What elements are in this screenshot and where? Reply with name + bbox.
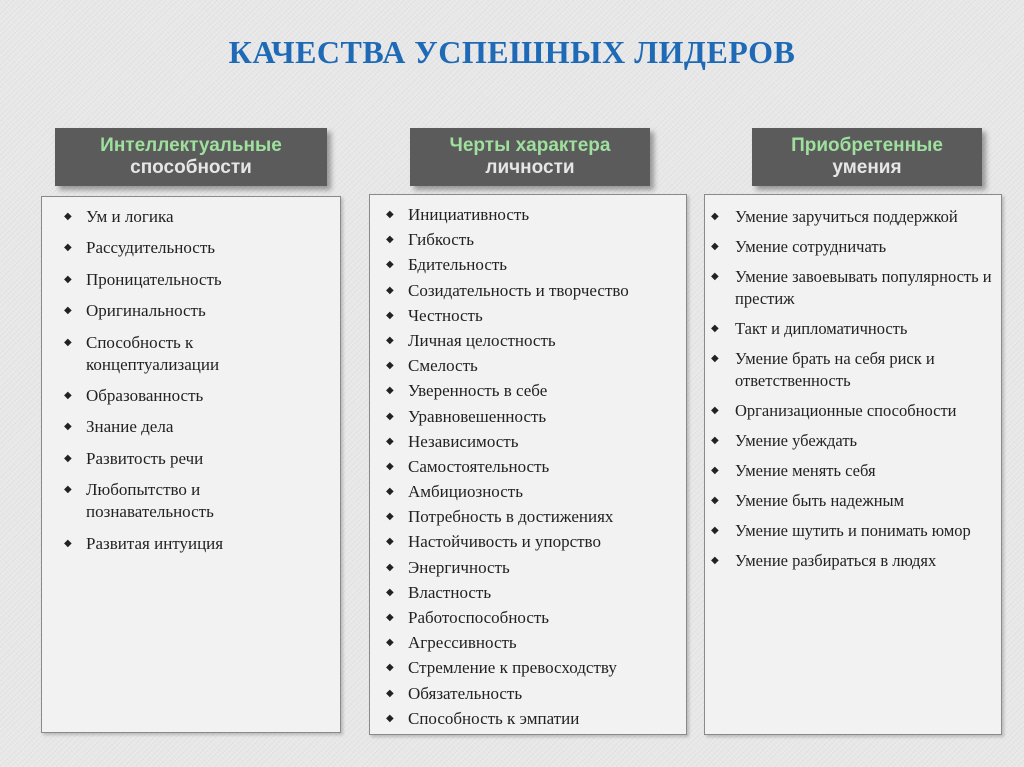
bullet-diamond-icon: ◆ <box>386 486 394 498</box>
list-item <box>711 318 993 340</box>
list-item-text: Такт и дипломатичность <box>735 319 908 338</box>
list-item-text: Организационные способности <box>735 401 957 420</box>
list-item <box>386 683 680 705</box>
bullet-diamond-icon: ◆ <box>711 271 719 282</box>
bullet-diamond-icon: ◆ <box>64 389 72 401</box>
bullet-diamond-icon: ◆ <box>711 435 719 446</box>
bullet-diamond-icon: ◆ <box>711 241 719 252</box>
bullet-diamond-icon: ◆ <box>386 712 394 724</box>
bullet-diamond-icon: ◆ <box>386 561 394 573</box>
list-item <box>386 380 680 402</box>
bullet-diamond-icon: ◆ <box>386 234 394 246</box>
bullet-diamond-icon: ◆ <box>64 273 72 285</box>
list-character <box>386 204 680 730</box>
bullet-diamond-icon: ◆ <box>711 211 719 222</box>
list-item-text: Смелость <box>408 356 478 376</box>
list-item <box>386 204 680 226</box>
list-item-text: Честность <box>408 305 483 325</box>
list-item <box>64 416 330 438</box>
list-item-text: Обязательность <box>408 683 523 703</box>
bullet-diamond-icon: ◆ <box>64 211 72 222</box>
bullet-diamond-icon: ◆ <box>711 353 719 364</box>
page-title: КАЧЕСТВА УСПЕШНЫХ ЛИДЕРОВ <box>228 34 796 70</box>
list-item <box>711 520 993 542</box>
list-item-text: Развитость речи <box>86 448 204 468</box>
list-item <box>711 348 993 392</box>
bullet-diamond-icon: ◆ <box>386 460 394 472</box>
list-item-text: Уравновешенность <box>408 406 547 426</box>
bullet-diamond-icon: ◆ <box>64 484 72 496</box>
bullet-diamond-icon: ◆ <box>386 586 394 598</box>
bullet-diamond-icon: ◆ <box>386 360 394 372</box>
list-item-text: Развитая интуиция <box>86 533 224 553</box>
list-item <box>64 300 330 322</box>
list-item-text: Независимость <box>408 431 519 451</box>
bullet-diamond-icon: ◆ <box>64 305 72 317</box>
list-item <box>386 632 680 654</box>
list-item-text: Умение шутить и понимать юмор <box>735 521 971 540</box>
list-item <box>64 533 330 555</box>
list-item-text: Способность к концептуализации <box>86 332 220 374</box>
list-item <box>64 385 330 407</box>
list-item <box>386 531 680 553</box>
list-item <box>386 506 680 528</box>
header-line1: Интеллектуальные <box>100 135 282 156</box>
list-item <box>386 481 680 503</box>
bullet-diamond-icon: ◆ <box>386 284 394 296</box>
list-item-text: Созидательность и творчество <box>408 280 629 300</box>
list-item <box>711 236 993 258</box>
bullet-diamond-icon: ◆ <box>64 452 72 464</box>
list-item <box>711 460 993 482</box>
list-item-text: Умение менять себя <box>735 461 876 480</box>
header-intellectual <box>55 128 327 186</box>
bullet-diamond-icon: ◆ <box>386 309 394 321</box>
list-item <box>386 254 680 276</box>
list-item-text: Уверенность в себе <box>408 381 548 401</box>
list-item-text: Личная целостность <box>408 330 556 350</box>
list-item <box>386 557 680 579</box>
list-item <box>711 266 993 310</box>
bullet-diamond-icon: ◆ <box>386 687 394 699</box>
header-line2: способности <box>130 157 252 178</box>
list-item <box>64 206 330 228</box>
list-item <box>386 330 680 352</box>
bullet-diamond-icon: ◆ <box>386 637 394 649</box>
header-line2: личности <box>485 157 575 178</box>
header-line1: Приобретенные <box>791 135 943 156</box>
bullet-diamond-icon: ◆ <box>64 242 72 254</box>
bullet-diamond-icon: ◆ <box>386 334 394 346</box>
list-item <box>386 406 680 428</box>
list-item-text: Энергичность <box>408 557 510 577</box>
bullet-diamond-icon: ◆ <box>386 435 394 447</box>
header-line1: Черты характера <box>449 135 611 156</box>
bullet-diamond-icon: ◆ <box>386 612 394 623</box>
list-item-text: Образованность <box>86 385 204 405</box>
list-item <box>386 708 680 730</box>
list-box-skills <box>704 194 1002 735</box>
list-item-text: Умение убеждать <box>735 431 858 450</box>
list-item-text: Умение сотрудничать <box>735 237 887 256</box>
list-skills <box>711 206 993 572</box>
list-item <box>386 607 680 629</box>
bullet-diamond-icon: ◆ <box>64 336 72 348</box>
list-item-text: Рассудительность <box>86 238 216 258</box>
list-item-text: Умение завоевывать популярность и престиж <box>735 267 992 308</box>
list-item-text: Самостоятельность <box>408 456 550 476</box>
list-item-text: Работоспособность <box>408 608 550 627</box>
list-item-text: Агрессивность <box>408 633 517 653</box>
list-item-text: Знание дела <box>86 417 174 437</box>
list-item <box>64 479 330 523</box>
list-item <box>711 490 993 512</box>
bullet-diamond-icon: ◆ <box>711 525 719 536</box>
list-item <box>386 280 680 302</box>
list-item-text: Амбициозность <box>408 482 523 502</box>
list-item <box>64 237 330 259</box>
list-item <box>386 355 680 377</box>
list-item <box>711 206 993 228</box>
bullet-diamond-icon: ◆ <box>711 465 719 476</box>
list-item-text: Инициативность <box>408 205 530 224</box>
bullet-diamond-icon: ◆ <box>64 421 72 433</box>
list-item-text: Властность <box>408 582 492 602</box>
bullet-diamond-icon: ◆ <box>711 555 719 566</box>
list-item <box>64 332 330 376</box>
list-item-text: Умение быть надежным <box>735 491 905 510</box>
list-item <box>386 305 680 327</box>
list-item-text: Способность к эмпатии <box>408 708 580 728</box>
list-item <box>64 269 330 291</box>
bullet-diamond-icon: ◆ <box>711 323 719 334</box>
list-item <box>386 582 680 604</box>
bullet-diamond-icon: ◆ <box>64 537 72 549</box>
list-item-text: Умение заручиться поддержкой <box>735 207 958 226</box>
list-item-text: Стремление к превосходству <box>408 658 617 678</box>
list-item <box>386 456 680 478</box>
list-item-text: Настойчивость и упорство <box>408 532 601 552</box>
list-item-text: Ум и логика <box>86 207 174 226</box>
bullet-diamond-icon: ◆ <box>711 405 719 416</box>
list-item <box>711 430 993 452</box>
bullet-diamond-icon: ◆ <box>386 410 394 422</box>
list-item <box>711 400 993 422</box>
header-line2: умения <box>832 157 902 178</box>
header-skills <box>752 128 982 186</box>
bullet-diamond-icon: ◆ <box>386 662 394 674</box>
list-box-intellectual <box>41 196 341 733</box>
list-item <box>711 550 993 572</box>
list-item-text: Оригинальность <box>86 301 206 321</box>
bullet-diamond-icon: ◆ <box>711 495 719 506</box>
list-item <box>386 431 680 453</box>
list-item <box>64 448 330 470</box>
list-item-text: Любопытство и познавательность <box>86 480 214 522</box>
list-item <box>386 229 680 251</box>
header-character <box>410 128 650 186</box>
bullet-diamond-icon: ◆ <box>386 511 394 523</box>
list-item <box>386 657 680 679</box>
bullet-diamond-icon: ◆ <box>386 536 394 548</box>
bullet-diamond-icon: ◆ <box>386 385 394 397</box>
list-box-character <box>369 194 687 735</box>
list-item-text: Проницательность <box>86 269 222 289</box>
bullet-diamond-icon: ◆ <box>386 259 394 271</box>
list-intellectual <box>64 206 330 555</box>
bullet-diamond-icon: ◆ <box>386 209 394 220</box>
list-item-text: Гибкость <box>408 230 474 250</box>
list-item-text: Потребность в достижениях <box>408 507 614 527</box>
list-item-text: Умение разбираться в людях <box>735 551 937 570</box>
list-item-text: Бдительность <box>408 255 508 275</box>
list-item-text: Умение брать на себя риск и ответственность <box>735 349 935 390</box>
